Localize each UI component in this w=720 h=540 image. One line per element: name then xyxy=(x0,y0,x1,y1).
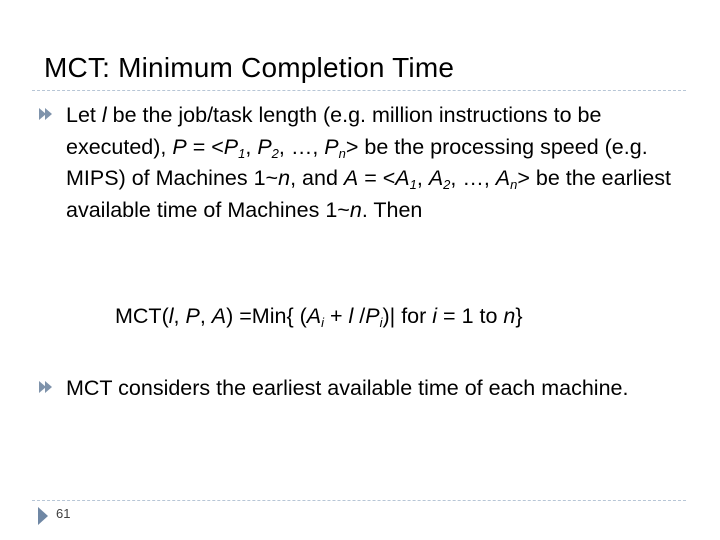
page-number: 61 xyxy=(56,506,71,521)
bullet-arrow-icon xyxy=(36,373,56,397)
bullet-text-definition: Let l be the job/task length (e.g. million instructions to be executed), $P = <P_1$, $P_2$, …, $P_n>$ be the processing speed (e.g. MIPS) of Machines 1~n, and $A = <A_1$, $A_2$, …, $A_n>$ be the earliest available time of Machines 1~n. Then xyxy=(66,103,671,222)
slide-title: MCT: Minimum Completion Time xyxy=(44,52,455,83)
footer-arrow-icon xyxy=(36,503,50,527)
bullet-arrow-icon xyxy=(36,100,56,124)
bullet-item-definition xyxy=(36,100,676,226)
bullet-text-mct-note: MCT considers the earliest available time of each machine. xyxy=(66,376,629,400)
bullet-item-mct-note xyxy=(36,373,676,405)
mct-formula: MCT(l, P, A) =Min{ ($A_i + l$ $/P_i)|$ for i = 1 to n} xyxy=(115,304,523,330)
title-divider xyxy=(32,90,686,91)
footer-divider xyxy=(32,500,686,501)
